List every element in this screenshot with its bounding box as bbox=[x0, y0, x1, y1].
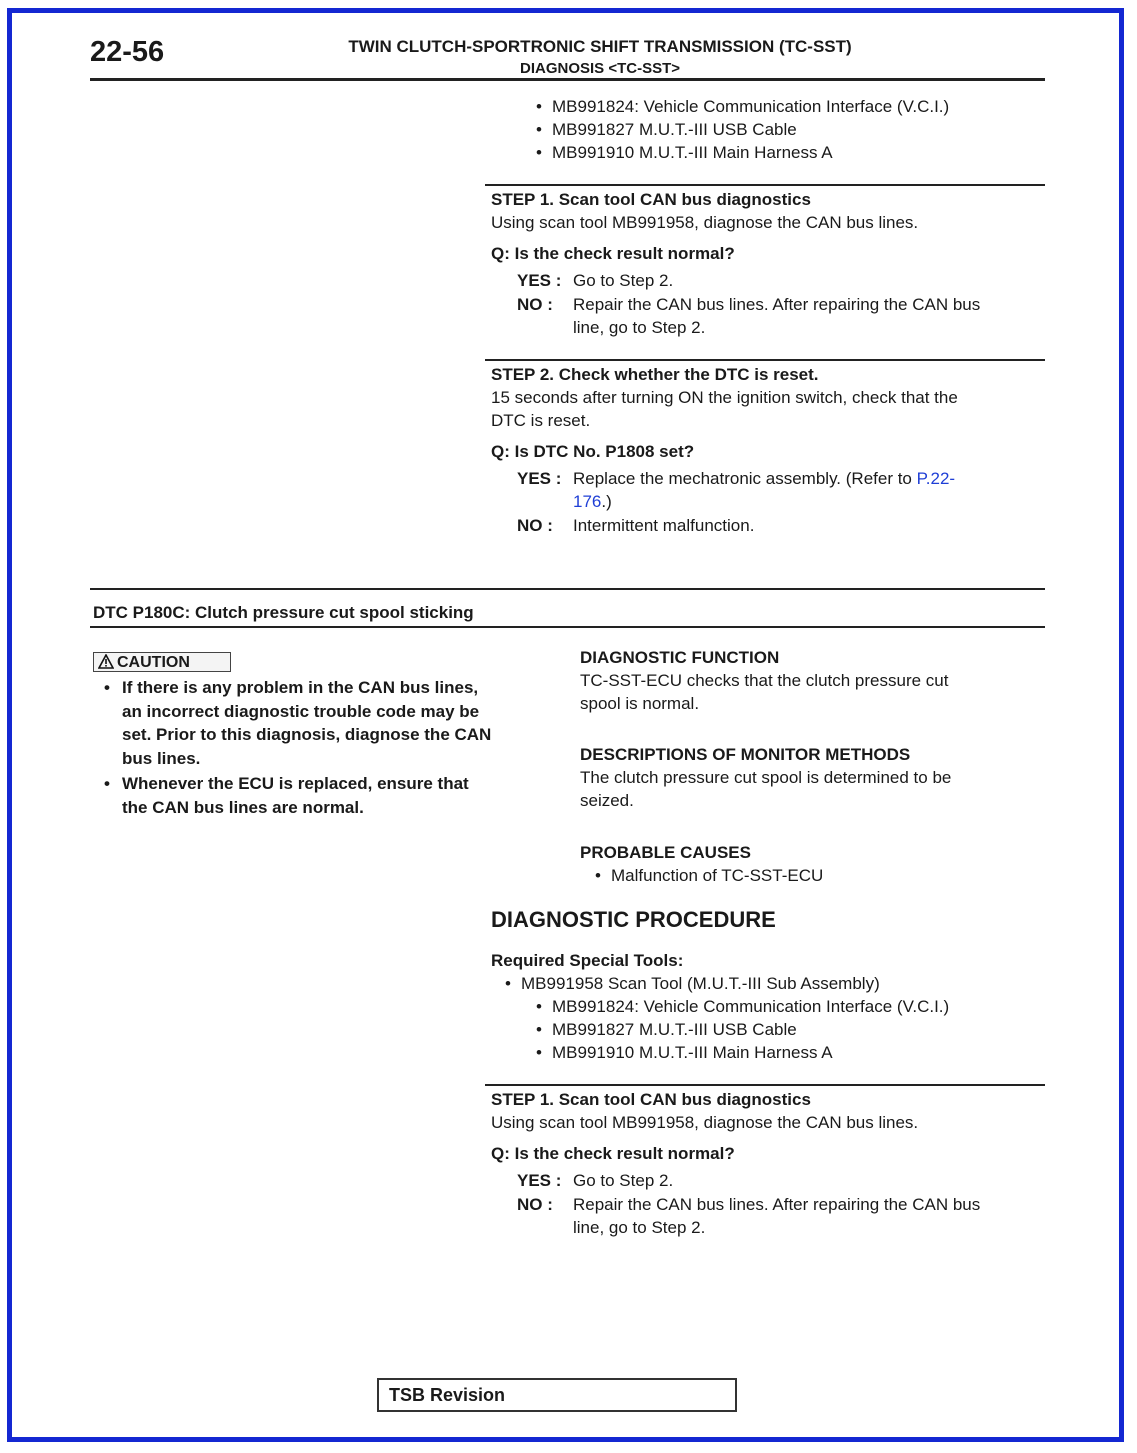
list-item: • MB991958 Scan Tool (M.U.T.-III Sub Assembly) bbox=[521, 972, 880, 995]
section-rule-bottom bbox=[90, 626, 1045, 628]
caution-text: CAUTION bbox=[117, 654, 190, 671]
yes-text: Go to Step 2. bbox=[573, 1171, 674, 1190]
page-subtitle: DIAGNOSIS <TC-SST> bbox=[519, 60, 681, 77]
caution-line: an incorrect diagnostic trouble code may be bbox=[122, 701, 480, 721]
no-text: Repair the CAN bus lines. After repairing the CAN bus bbox=[573, 1195, 981, 1214]
yes-text-tail: .) bbox=[601, 492, 612, 511]
caution-item bbox=[122, 676, 562, 770]
step-text-cont: DTC is reset. bbox=[491, 411, 591, 430]
step-text: Using scan tool MB991958, diagnose the CAN bus lines. bbox=[491, 1113, 919, 1132]
yes-text: Go to Step 2. bbox=[573, 271, 674, 290]
list-item: • MB991824: Vehicle Communication Interface (V.C.I.) bbox=[552, 995, 949, 1018]
step-divider bbox=[485, 1084, 1045, 1086]
step-divider bbox=[485, 359, 1045, 361]
caution-line: set. Prior to this diagnosis, diagnose the CAN bbox=[122, 725, 492, 744]
yes-label: YES : bbox=[517, 469, 562, 488]
warning-triangle-icon bbox=[98, 654, 114, 669]
list-item: • MB991910 M.U.T.-III Main Harness A bbox=[552, 1041, 833, 1064]
section-rule-top bbox=[90, 588, 1045, 590]
header-rule bbox=[90, 78, 1045, 81]
page-reference-link-cont[interactable]: 176 bbox=[573, 492, 602, 511]
step-question: Q: Is the check result normal? bbox=[491, 1144, 735, 1163]
no-text: Intermittent malfunction. bbox=[573, 516, 755, 535]
required-tools-heading: Required Special Tools: bbox=[491, 951, 684, 970]
caution-line: • If there is any problem in the CAN bus lines, bbox=[122, 678, 479, 697]
no-label: NO : bbox=[517, 1195, 553, 1214]
list-item: • MB991827 M.U.T.-III USB Cable bbox=[552, 1018, 797, 1041]
tsb-revision-box: TSB Revision bbox=[377, 1378, 737, 1412]
diagnostic-procedure-heading: DIAGNOSTIC PROCEDURE bbox=[491, 907, 776, 932]
diagnostic-function-text-cont: spool is normal. bbox=[580, 694, 700, 713]
list-item: • MB991827 M.U.T.-III USB Cable bbox=[552, 118, 797, 141]
step-question: Q: Is the check result normal? bbox=[491, 244, 735, 263]
no-label: NO : bbox=[517, 516, 553, 535]
step-title: STEP 1. Scan tool CAN bus diagnostics bbox=[491, 190, 811, 209]
yes-label: YES : bbox=[517, 1171, 562, 1190]
dtc-title: DTC P180C: Clutch pressure cut spool sticking bbox=[93, 603, 474, 622]
caution-label bbox=[93, 652, 231, 672]
caution-line: the CAN bus lines are normal. bbox=[122, 797, 364, 817]
caution-line: bus lines. bbox=[122, 748, 201, 768]
no-text: Repair the CAN bus lines. After repairing the CAN bus bbox=[573, 295, 981, 314]
monitor-methods-text: The clutch pressure cut spool is determined to be bbox=[580, 768, 952, 787]
page-reference-link[interactable]: P.22- bbox=[916, 469, 956, 488]
probable-causes-heading: PROBABLE CAUSES bbox=[580, 843, 751, 862]
list-item: • MB991910 M.U.T.-III Main Harness A bbox=[552, 141, 833, 164]
step-text: 15 seconds after turning ON the ignition switch, check that the bbox=[491, 388, 958, 407]
yes-text bbox=[573, 467, 955, 490]
list-item: • Malfunction of TC-SST-ECU bbox=[611, 864, 823, 887]
monitor-methods-heading: DESCRIPTIONS OF MONITOR METHODS bbox=[580, 745, 911, 764]
step-question: Q: Is DTC No. P1808 set? bbox=[491, 442, 695, 461]
page-number: 22-56 bbox=[90, 36, 165, 68]
caution-item bbox=[122, 772, 562, 819]
step-divider bbox=[485, 184, 1045, 186]
yes-text-main: Replace the mechatronic assembly. (Refer to bbox=[573, 469, 917, 488]
no-text-cont: line, go to Step 2. bbox=[573, 318, 706, 337]
yes-label: YES : bbox=[517, 271, 562, 290]
monitor-methods-text-cont: seized. bbox=[580, 791, 634, 810]
caution-line: • Whenever the ECU is replaced, ensure that bbox=[122, 774, 469, 793]
step-title: STEP 2. Check whether the DTC is reset. bbox=[491, 365, 819, 384]
step-text: Using scan tool MB991958, diagnose the CAN bus lines. bbox=[491, 213, 919, 232]
no-label: NO : bbox=[517, 295, 553, 314]
list-item: • MB991824: Vehicle Communication Interface (V.C.I.) bbox=[552, 95, 949, 118]
page-title: TWIN CLUTCH-SPORTRONIC SHIFT TRANSMISSION (TC-SST) bbox=[348, 37, 852, 56]
yes-text-cont bbox=[573, 490, 612, 513]
diagnostic-function-heading: DIAGNOSTIC FUNCTION bbox=[580, 648, 780, 667]
no-text-cont: line, go to Step 2. bbox=[573, 1218, 706, 1237]
diagnostic-function-text: TC-SST-ECU checks that the clutch pressure cut bbox=[580, 671, 949, 690]
step-title: STEP 1. Scan tool CAN bus diagnostics bbox=[491, 1090, 811, 1109]
